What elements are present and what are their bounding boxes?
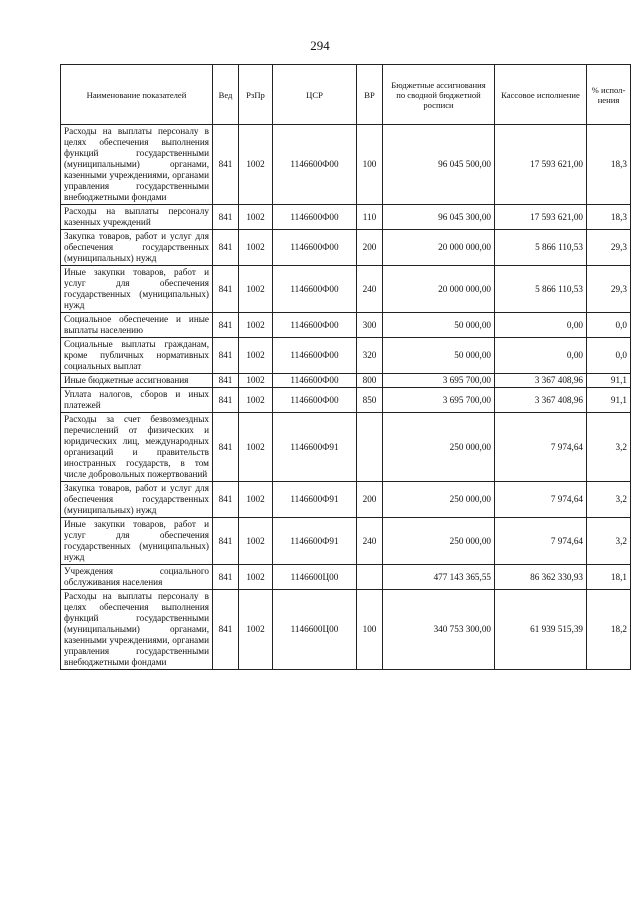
cell-csr: 1146600Ф00	[273, 313, 357, 338]
cell-name: Расходы за счет безвозмездных перечислений от физических и юридических лиц, международных организаций и правительств иностранных государств, в том числе добровольных пожертвований	[61, 413, 213, 482]
table-header-row	[61, 65, 631, 125]
cell-rzpr: 1002	[239, 413, 273, 482]
cell-pct: 29,3	[587, 230, 631, 266]
table-row	[61, 482, 631, 518]
cell-csr: 1146600Ф91	[273, 518, 357, 565]
cell-budget: 20 000 000,00	[383, 266, 495, 313]
cell-vr: 200	[357, 482, 383, 518]
cell-pct: 3,2	[587, 413, 631, 482]
cell-vr: 200	[357, 230, 383, 266]
cell-vr: 100	[357, 125, 383, 205]
cell-cash: 61 939 515,39	[495, 590, 587, 670]
cell-name: Расходы на выплаты персоналу в целях обеспечения выполнения функций государственными (муниципальными) органами, казенными учреждениями, органами управления государственными внебюджетными фондами	[61, 125, 213, 205]
cell-rzpr: 1002	[239, 374, 273, 388]
cell-budget: 20 000 000,00	[383, 230, 495, 266]
table-row	[61, 230, 631, 266]
table-row	[61, 205, 631, 230]
table-row	[61, 413, 631, 482]
table-row	[61, 374, 631, 388]
cell-rzpr: 1002	[239, 205, 273, 230]
cell-cash: 0,00	[495, 338, 587, 374]
cell-ved: 841	[213, 313, 239, 338]
cell-pct: 29,3	[587, 266, 631, 313]
cell-pct: 18,2	[587, 590, 631, 670]
cell-vr: 320	[357, 338, 383, 374]
cell-name: Закупка товаров, работ и услуг для обеспечения государственных (муниципальных) нужд	[61, 482, 213, 518]
table-row	[61, 388, 631, 413]
cell-budget: 340 753 300,00	[383, 590, 495, 670]
cell-ved: 841	[213, 338, 239, 374]
column-header-pct: % испол-нения	[587, 65, 631, 125]
cell-csr: 1146600Ф00	[273, 125, 357, 205]
cell-budget: 477 143 365,55	[383, 565, 495, 590]
table-row	[61, 338, 631, 374]
column-header-ved: Вед	[213, 65, 239, 125]
page-number: 294	[310, 38, 330, 53]
cell-rzpr: 1002	[239, 565, 273, 590]
cell-vr: 850	[357, 388, 383, 413]
cell-cash: 7 974,64	[495, 518, 587, 565]
table-row	[61, 313, 631, 338]
cell-pct: 0,0	[587, 313, 631, 338]
column-header-rzpr: РзПр	[239, 65, 273, 125]
cell-vr	[357, 565, 383, 590]
cell-cash: 3 367 408,96	[495, 388, 587, 413]
cell-rzpr: 1002	[239, 313, 273, 338]
column-header-csr: ЦСР	[273, 65, 357, 125]
cell-ved: 841	[213, 266, 239, 313]
cell-budget: 3 695 700,00	[383, 374, 495, 388]
cell-budget: 50 000,00	[383, 313, 495, 338]
cell-csr: 1146600Ф00	[273, 338, 357, 374]
cell-pct: 18,3	[587, 205, 631, 230]
cell-ved: 841	[213, 482, 239, 518]
cell-budget: 250 000,00	[383, 413, 495, 482]
cell-budget: 3 695 700,00	[383, 388, 495, 413]
cell-pct: 0,0	[587, 338, 631, 374]
cell-rzpr: 1002	[239, 590, 273, 670]
cell-ved: 841	[213, 518, 239, 565]
cell-rzpr: 1002	[239, 338, 273, 374]
cell-rzpr: 1002	[239, 125, 273, 205]
cell-pct: 3,2	[587, 518, 631, 565]
cell-rzpr: 1002	[239, 266, 273, 313]
cell-budget: 250 000,00	[383, 518, 495, 565]
cell-csr: 1146600Ф00	[273, 374, 357, 388]
cell-cash: 17 593 621,00	[495, 125, 587, 205]
cell-csr: 1146600Ф91	[273, 482, 357, 518]
column-header-budget: Бюджетные ассигнования по сводной бюджетной росписи	[383, 65, 495, 125]
table-row	[61, 266, 631, 313]
cell-cash: 5 866 110,53	[495, 266, 587, 313]
column-header-cash: Кассовое исполнение	[495, 65, 587, 125]
cell-vr: 100	[357, 590, 383, 670]
cell-ved: 841	[213, 205, 239, 230]
cell-cash: 7 974,64	[495, 413, 587, 482]
cell-cash: 17 593 621,00	[495, 205, 587, 230]
cell-pct: 91,1	[587, 388, 631, 413]
cell-csr: 1146600Ф00	[273, 205, 357, 230]
column-header-vr: ВР	[357, 65, 383, 125]
cell-cash: 3 367 408,96	[495, 374, 587, 388]
cell-pct: 18,1	[587, 565, 631, 590]
table-body	[61, 125, 631, 670]
cell-name: Расходы на выплаты персоналу казенных учреждений	[61, 205, 213, 230]
cell-cash: 0,00	[495, 313, 587, 338]
cell-csr: 1146600Ц00	[273, 565, 357, 590]
table-row	[61, 125, 631, 205]
cell-cash: 7 974,64	[495, 482, 587, 518]
cell-vr: 240	[357, 518, 383, 565]
cell-ved: 841	[213, 374, 239, 388]
cell-name: Закупка товаров, работ и услуг для обеспечения государственных (муниципальных) нужд	[61, 230, 213, 266]
budget-execution-table	[60, 64, 631, 670]
cell-name: Иные закупки товаров, работ и услуг для обеспечения государственных (муниципальных) нужд	[61, 266, 213, 313]
table-row	[61, 590, 631, 670]
cell-name: Уплата налогов, сборов и иных платежей	[61, 388, 213, 413]
cell-ved: 841	[213, 565, 239, 590]
cell-budget: 250 000,00	[383, 482, 495, 518]
cell-pct: 3,2	[587, 482, 631, 518]
cell-vr: 300	[357, 313, 383, 338]
cell-ved: 841	[213, 413, 239, 482]
cell-rzpr: 1002	[239, 230, 273, 266]
cell-csr: 1146600Ф00	[273, 230, 357, 266]
cell-rzpr: 1002	[239, 482, 273, 518]
cell-budget: 96 045 300,00	[383, 205, 495, 230]
table-row	[61, 565, 631, 590]
cell-vr: 800	[357, 374, 383, 388]
cell-ved: 841	[213, 125, 239, 205]
cell-vr: 110	[357, 205, 383, 230]
cell-name: Иные бюджетные ассигнования	[61, 374, 213, 388]
cell-rzpr: 1002	[239, 518, 273, 565]
cell-csr: 1146600Ф00	[273, 266, 357, 313]
cell-csr: 1146600Ф91	[273, 413, 357, 482]
cell-name: Расходы на выплаты персоналу в целях обеспечения выполнения функций государственными (муниципальными) органами, казенными учреждениями, органами управления государственными внебюджетными фондами	[61, 590, 213, 670]
cell-vr	[357, 413, 383, 482]
cell-ved: 841	[213, 230, 239, 266]
cell-vr: 240	[357, 266, 383, 313]
cell-cash: 86 362 330,93	[495, 565, 587, 590]
cell-name: Учреждения социального обслуживания населения	[61, 565, 213, 590]
cell-budget: 50 000,00	[383, 338, 495, 374]
cell-ved: 841	[213, 388, 239, 413]
cell-name: Социальные выплаты гражданам, кроме публичных нормативных социальных выплат	[61, 338, 213, 374]
cell-csr: 1146600Ф00	[273, 388, 357, 413]
cell-name: Иные закупки товаров, работ и услуг для обеспечения государственных (муниципальных) нужд	[61, 518, 213, 565]
cell-cash: 5 866 110,53	[495, 230, 587, 266]
cell-budget: 96 045 500,00	[383, 125, 495, 205]
cell-ved: 841	[213, 590, 239, 670]
cell-pct: 91,1	[587, 374, 631, 388]
column-header-name: Наименование показателей	[61, 65, 213, 125]
cell-name: Социальное обеспечение и иные выплаты населению	[61, 313, 213, 338]
cell-csr: 1146600Ц00	[273, 590, 357, 670]
cell-pct: 18,3	[587, 125, 631, 205]
cell-rzpr: 1002	[239, 388, 273, 413]
table-row	[61, 518, 631, 565]
